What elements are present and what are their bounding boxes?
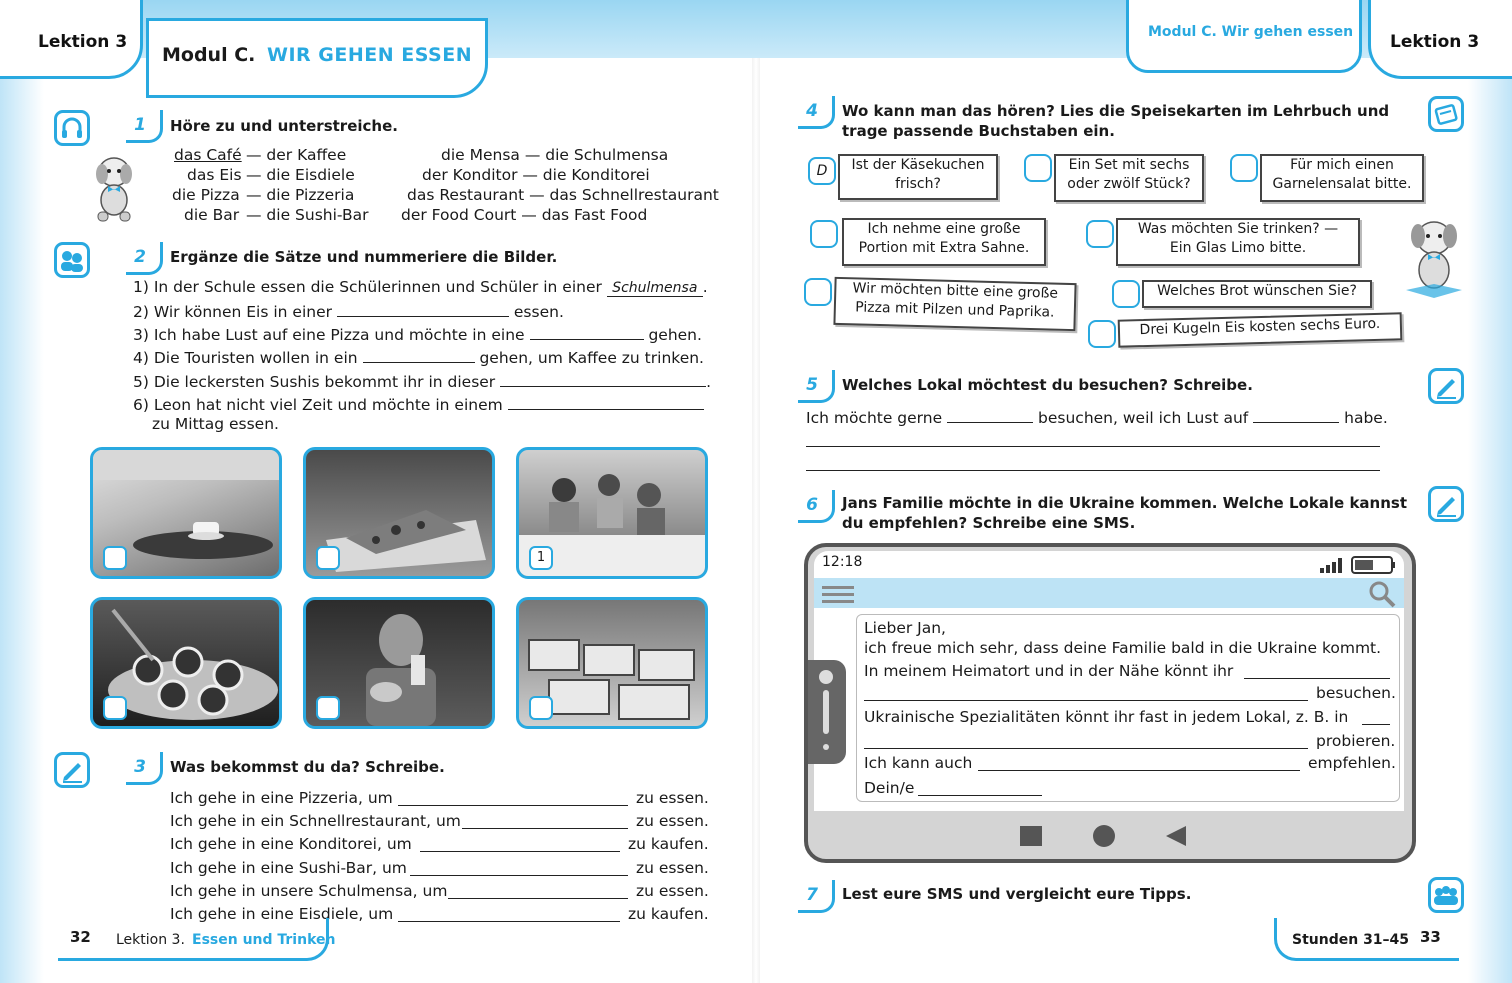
pencil-icon	[1428, 368, 1464, 404]
t1-r1-a: das Café	[174, 146, 242, 164]
lektion-label-right: Lektion 3	[1390, 32, 1480, 52]
t3-l2-end: zu essen.	[636, 812, 709, 830]
t3-l6: Ich gehe in eine Eisdiele, um	[170, 905, 394, 923]
t3-l1-end: zu essen.	[636, 789, 709, 807]
t1-r2-c: der Konditor — die Konditorei	[422, 166, 650, 184]
stop-button-icon[interactable]	[1020, 826, 1042, 846]
t1-r1-c: die Mensa — die Schulmensa	[441, 146, 669, 164]
task2-number: 2	[134, 247, 146, 267]
t2-s1-answer: Schulmensa	[607, 280, 703, 297]
card-5: Was möchten Sie trinken? — Ein Glas Limo bitte.	[1116, 218, 1360, 266]
lektion-label-left: Lektion 3	[38, 32, 128, 52]
phone-toolbar	[814, 578, 1404, 608]
task6-title-l1: Jans Familie möchte in die Ukraine kommen. Welche Lokale kannst	[842, 494, 1408, 512]
t5-blank-line-2[interactable]	[806, 470, 1380, 471]
task5-title: Welches Lokal möchtest du besuchen? Schreibe.	[842, 376, 1253, 394]
task4-number: 4	[806, 101, 818, 121]
headphones-icon	[54, 110, 90, 146]
modul-title: WIR GEHEN ESSEN	[267, 44, 473, 66]
card1-letter[interactable]: D	[808, 157, 836, 185]
card4-letter[interactable]	[810, 220, 838, 248]
t3-l3-blank[interactable]	[420, 837, 620, 852]
card-3: Für mich einen Garnelensalat bitte.	[1260, 154, 1424, 202]
left-edge	[0, 0, 44, 983]
sms-l7: Ich kann auch	[864, 754, 973, 772]
t1-r3-c: das Restaurant — das Schnellrestaurant	[407, 186, 719, 204]
t2-s2: 2) Wir können Eis in einer essen.	[133, 303, 564, 321]
t2-s3: 3) Ich habe Lust auf eine Pizza und möchte in eine gehen.	[133, 326, 702, 344]
footer-title: Essen und Trinken	[192, 932, 336, 948]
photo-fastfood-box[interactable]	[316, 696, 340, 720]
task1-title: Höre zu und unterstreiche.	[170, 117, 398, 135]
t5-blank-line-1[interactable]	[806, 446, 1380, 447]
task4-title-l1: Wo kann man das hören? Lies die Speisekarten im Lehrbuch und	[842, 102, 1390, 120]
sms-l6: probieren.	[1316, 732, 1396, 750]
card2-letter[interactable]	[1024, 154, 1052, 182]
t2-s5: 5) Die leckersten Sushis bekommt ihr in dieser .	[133, 373, 712, 391]
pencil-icon	[54, 752, 90, 788]
photo-mensa-box[interactable]: 1	[529, 546, 553, 570]
modul-label-right: Modul C. Wir gehen essen	[1148, 24, 1354, 40]
t3-l3: Ich gehe in eine Konditorei, um	[170, 835, 412, 853]
page-number-right: 33	[1420, 928, 1441, 946]
task4-title-l2: trage passende Buchstaben ein.	[842, 122, 1115, 140]
photo-sushi	[90, 597, 282, 729]
footer-prefix: Lektion 3.	[116, 932, 185, 948]
task7-title: Lest eure SMS und vergleicht eure Tipps.	[842, 885, 1192, 903]
t3-l5: Ich gehe in unsere Schulmensa, um	[170, 882, 448, 900]
t3-l6-end: zu kaufen.	[628, 905, 709, 923]
signal-battery-icon	[1320, 556, 1400, 576]
t1-r3-a: die Pizza	[172, 186, 240, 204]
t3-l2: Ich gehe in ein Schnellrestaurant, um	[170, 812, 461, 830]
phone-side-panel	[808, 660, 846, 764]
card-8: Drei Kugeln Eis kosten sechs Euro.	[1118, 312, 1403, 347]
t3-l4: Ich gehe in eine Sushi-Bar, um	[170, 859, 407, 877]
pair-work-icon	[54, 242, 90, 278]
sms-blank-2[interactable]	[864, 686, 1308, 701]
task3-number: 3	[134, 757, 146, 777]
t2-s1: 1) In der Schule essen die Schülerinnen und Schüler in einer Schulmensa .	[133, 278, 708, 296]
photo-pizza	[303, 447, 495, 579]
t1-r3-b: — die Pizzeria	[246, 186, 355, 204]
t3-l6-blank[interactable]	[398, 907, 620, 922]
t2-s4: 4) Die Touristen wollen in ein gehen, um Kaffee zu trinken.	[133, 349, 704, 367]
group-work-icon	[1428, 877, 1464, 913]
card5-letter[interactable]	[1086, 220, 1114, 248]
sms-blank-6[interactable]	[918, 781, 1042, 796]
search-icon[interactable]	[1368, 580, 1396, 608]
sms-blank-4[interactable]	[864, 734, 1308, 749]
card6-letter[interactable]	[804, 278, 832, 306]
sms-l1: Lieber Jan,	[864, 619, 946, 637]
card-6: Wir möchten bitte eine große Pizza mit Pilzen und Paprika.	[833, 277, 1076, 331]
t1-r1-b: — der Kaffee	[246, 146, 347, 164]
page-number-left: 32	[70, 928, 91, 946]
sms-blank-5[interactable]	[978, 756, 1300, 771]
back-button-icon[interactable]	[1166, 826, 1186, 846]
photo-pizza-box[interactable]	[316, 546, 340, 570]
dog-mascot-icon	[84, 150, 144, 225]
photo-sushi-box[interactable]	[103, 696, 127, 720]
photo-cafe-box[interactable]	[103, 546, 127, 570]
photo-cafe	[90, 447, 282, 579]
t3-l1-blank[interactable]	[398, 791, 628, 806]
home-button-icon[interactable]	[1093, 825, 1115, 847]
sms-blank-1[interactable]	[1244, 664, 1390, 679]
t3-l1: Ich gehe in eine Pizzeria, um	[170, 789, 393, 807]
card-7: Welches Brot wünschen Sie?	[1142, 280, 1372, 308]
menu-icon[interactable]	[822, 584, 854, 604]
task7-number: 7	[806, 885, 818, 905]
photo-foodcourt-box[interactable]	[529, 696, 553, 720]
sms-blank-3[interactable]	[1362, 710, 1390, 725]
photo-foodcourt	[516, 597, 708, 729]
task5-number: 5	[806, 375, 818, 395]
photo-fastfood	[303, 597, 495, 729]
sms-l8: empfehlen.	[1308, 754, 1396, 772]
phone-time: 12:18	[822, 554, 863, 570]
card-4: Ich nehme eine große Portion mit Extra Sahne.	[842, 218, 1046, 266]
card3-letter[interactable]	[1230, 154, 1258, 182]
sms-l4: besuchen.	[1316, 684, 1396, 702]
card-1: Ist der Käsekuchen frisch?	[838, 154, 998, 200]
task6-title-l2: du empfehlen? Schreibe eine SMS.	[842, 514, 1136, 532]
t5-line: Ich möchte gerne besuchen, weil ich Lust auf habe.	[806, 409, 1388, 427]
t2-s6: 6) Leon hat nicht viel Zeit und möchte in einem	[133, 395, 704, 414]
t1-r2-a: das Eis	[187, 166, 242, 184]
task3-title: Was bekommst du da? Schreibe.	[170, 758, 445, 776]
photo-mensa	[516, 447, 708, 579]
sms-l5: Ukrainische Spezialitäten könnt ihr fast in jedem Lokal, z. B. in	[864, 708, 1349, 726]
t2-s6-cont: zu Mittag essen.	[152, 415, 279, 433]
t1-r2-b: — die Eisdiele	[246, 166, 355, 184]
t3-l4-end: zu essen.	[636, 859, 709, 877]
t1-r4-b: — die Sushi-Bar	[246, 206, 369, 224]
card-2: Ein Set mit sechs oder zwölf Stück?	[1054, 154, 1204, 202]
pencil-icon	[1428, 486, 1464, 522]
task2-title: Ergänze die Sätze und nummeriere die Bilder.	[170, 248, 558, 266]
t1-r4-a: die Bar	[184, 206, 240, 224]
sms-l9: Dein/e	[864, 779, 915, 797]
card7-letter[interactable]	[1112, 280, 1140, 308]
t3-l2-blank[interactable]	[462, 814, 628, 829]
task1-number: 1	[134, 115, 146, 135]
card8-letter[interactable]	[1088, 320, 1116, 348]
book-icon	[1428, 96, 1464, 132]
sms-l2: ich freue mich sehr, dass deine Familie bald in die Ukraine kommt.	[864, 639, 1382, 657]
right-edge	[1468, 0, 1512, 983]
t1-r4-c: der Food Court — das Fast Food	[401, 206, 648, 224]
dog-reading-icon	[1400, 212, 1468, 302]
modul-prefix: Modul C.	[162, 44, 256, 66]
spine	[752, 58, 760, 983]
task6-number: 6	[806, 495, 818, 515]
footer-stunden: Stunden 31–45	[1292, 932, 1410, 948]
t3-l5-end: zu essen.	[636, 882, 709, 900]
sms-l3: In meinem Heimatort und in der Nähe könnt ihr	[864, 662, 1234, 680]
t3-l5-blank[interactable]	[448, 884, 628, 899]
t3-l3-end: zu kaufen.	[628, 835, 709, 853]
t3-l4-blank[interactable]	[410, 861, 628, 876]
